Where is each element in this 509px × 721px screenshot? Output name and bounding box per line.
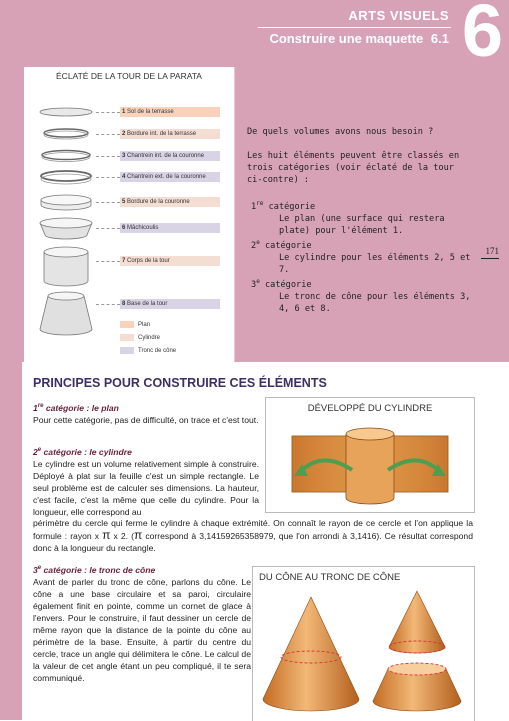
- intro-question: De quels volumes avons nous besoin ?: [247, 127, 434, 137]
- exploded-diagram: [24, 67, 235, 362]
- chapter-number: 6: [461, 0, 503, 72]
- cone-figure: [252, 566, 475, 721]
- plan-body: Pour cette catégorie, pas de difficulté, on trace et c'est tout.: [33, 414, 259, 425]
- category-1-heading: 1re catégorie: [251, 200, 316, 212]
- leader-5: [96, 202, 120, 203]
- plan-section: [33, 400, 259, 426]
- leader-3: [96, 156, 120, 157]
- cylinder-development-figure: [265, 397, 475, 513]
- category-2-desc: Le cylindre pour les éléments 2, 5 et 7.: [279, 252, 471, 275]
- part-label: 8 Base de la tour: [120, 299, 220, 309]
- piece-5-band: [36, 193, 96, 213]
- part-label: 2 Bordure int. de la terrasse: [120, 129, 220, 139]
- piece-3-ring: [36, 148, 96, 164]
- part-label: 4 Chantrein ext. de la couronne: [120, 172, 220, 182]
- piece-1-disk: [36, 105, 96, 119]
- part-label: 7 Corps de la tour: [120, 256, 220, 266]
- part-label: 3 Chantrein int. de la couronne: [120, 151, 220, 161]
- category-1-desc: Le plan (une surface qui restera plate) pour l'élément 1.: [279, 213, 445, 236]
- header-rule: [258, 27, 451, 28]
- subtitle-number: 6.1: [430, 31, 449, 46]
- legend-cylinder: Cylindre: [120, 334, 160, 341]
- subtitle-text: Construire une maquette: [269, 31, 424, 46]
- piece-7-tower-body: [36, 245, 96, 289]
- cylinder-illustration: [272, 420, 468, 508]
- part-label: 6 Mâchicoulis: [120, 223, 220, 233]
- cylinder-body-b: périmètre du cercle qui ferme le cylindre à chaque extrémité. On connaît le rayon de ce cercle et l'on applique la formule : rayon x π x 2. (π correspond à 3,14159265358979, que l'on arrondi à 3,1416). Ce résultat correspond donc à la longueur du rectangle.: [33, 518, 473, 553]
- leader-8: [96, 304, 120, 305]
- cone-heading: 3e catégorie : le tronc de cône: [33, 564, 156, 575]
- page-header: [0, 0, 509, 72]
- leader-4: [96, 177, 120, 178]
- section-title: ARTS VISUELS: [348, 8, 449, 23]
- leader-7: [96, 261, 120, 262]
- part-label: 5 Bordure de la couronne: [120, 197, 220, 207]
- section-subtitle: [269, 31, 449, 46]
- leader-1: [96, 112, 120, 113]
- piece-6-machicolation: [36, 217, 96, 241]
- cone-body: Avant de parler du tronc de cône, parlons du cône. Le cône a une base circulaire et sa paroi, circulaire également finit en pointe, comme un cornet de glace à l'envers. Pour le construire, il faut dessiner un cercle de même rayon que la distance de la pointe du cône au périmètre de la base. Ensuite, à partir du centre du cercle, trace un angle qui délimitera le cône. Le calcul de la valeur de cet angle étant un peu compliqué, il te sera communiqué.: [33, 576, 251, 683]
- plan-heading: 1re catégorie : le plan: [33, 402, 119, 413]
- part-label: 1 Sol de la terrasse: [120, 107, 220, 117]
- category-2-heading: 2e catégorie: [251, 238, 312, 251]
- piece-8-tower-base: [36, 289, 96, 339]
- intro-text: [247, 126, 472, 315]
- legend-cone: Tronc de cône: [120, 347, 176, 354]
- cylinder-figure-title: DÉVELOPPÉ DU CYLINDRE: [307, 403, 433, 414]
- left-margin-strip: [0, 362, 22, 720]
- category-3-desc: Le tronc de cône pour les éléments 3, 4, 6 et 8.: [279, 291, 471, 314]
- category-3-heading: 3e catégorie: [251, 277, 312, 290]
- cone-illustration: [257, 587, 469, 719]
- diagram-title: ÉCLATÉ DE LA TOUR DE LA PARATA: [56, 71, 202, 81]
- intro-paragraph: Les huit éléments peuvent être classés en trois catégories (voir éclaté de la tour ci-contre) :: [247, 151, 460, 185]
- legend-swatch: [120, 347, 134, 354]
- legend-swatch: [120, 334, 134, 341]
- cylinder-heading: 2e catégorie : le cylindre: [33, 446, 132, 457]
- page-number: 171: [485, 246, 499, 256]
- cone-section: [33, 562, 251, 684]
- page-number-rule: [481, 258, 499, 259]
- section-heading: PRINCIPES POUR CONSTRUIRE CES ÉLÉMENTS: [33, 376, 327, 390]
- leader-6: [96, 228, 120, 229]
- leader-2: [96, 134, 120, 135]
- piece-2-ring: [36, 126, 96, 142]
- cone-figure-title: DU CÔNE AU TRONC DE CÔNE: [259, 572, 401, 583]
- legend-swatch: [120, 321, 134, 328]
- legend-plan: Plan: [120, 321, 150, 328]
- piece-4-ring: [36, 169, 96, 187]
- cylinder-body-a: Le cylindre est un volume relativement simple à construire. Déployé à plat sur la feuille c'est un simple rectangle. Le seul problème est de calculer ses dimensions. La hauteur, c'est facile, c'est la même que celle du cylindre. Pour la longueur, elle correspond au: [33, 458, 259, 517]
- cylinder-section: [33, 444, 259, 518]
